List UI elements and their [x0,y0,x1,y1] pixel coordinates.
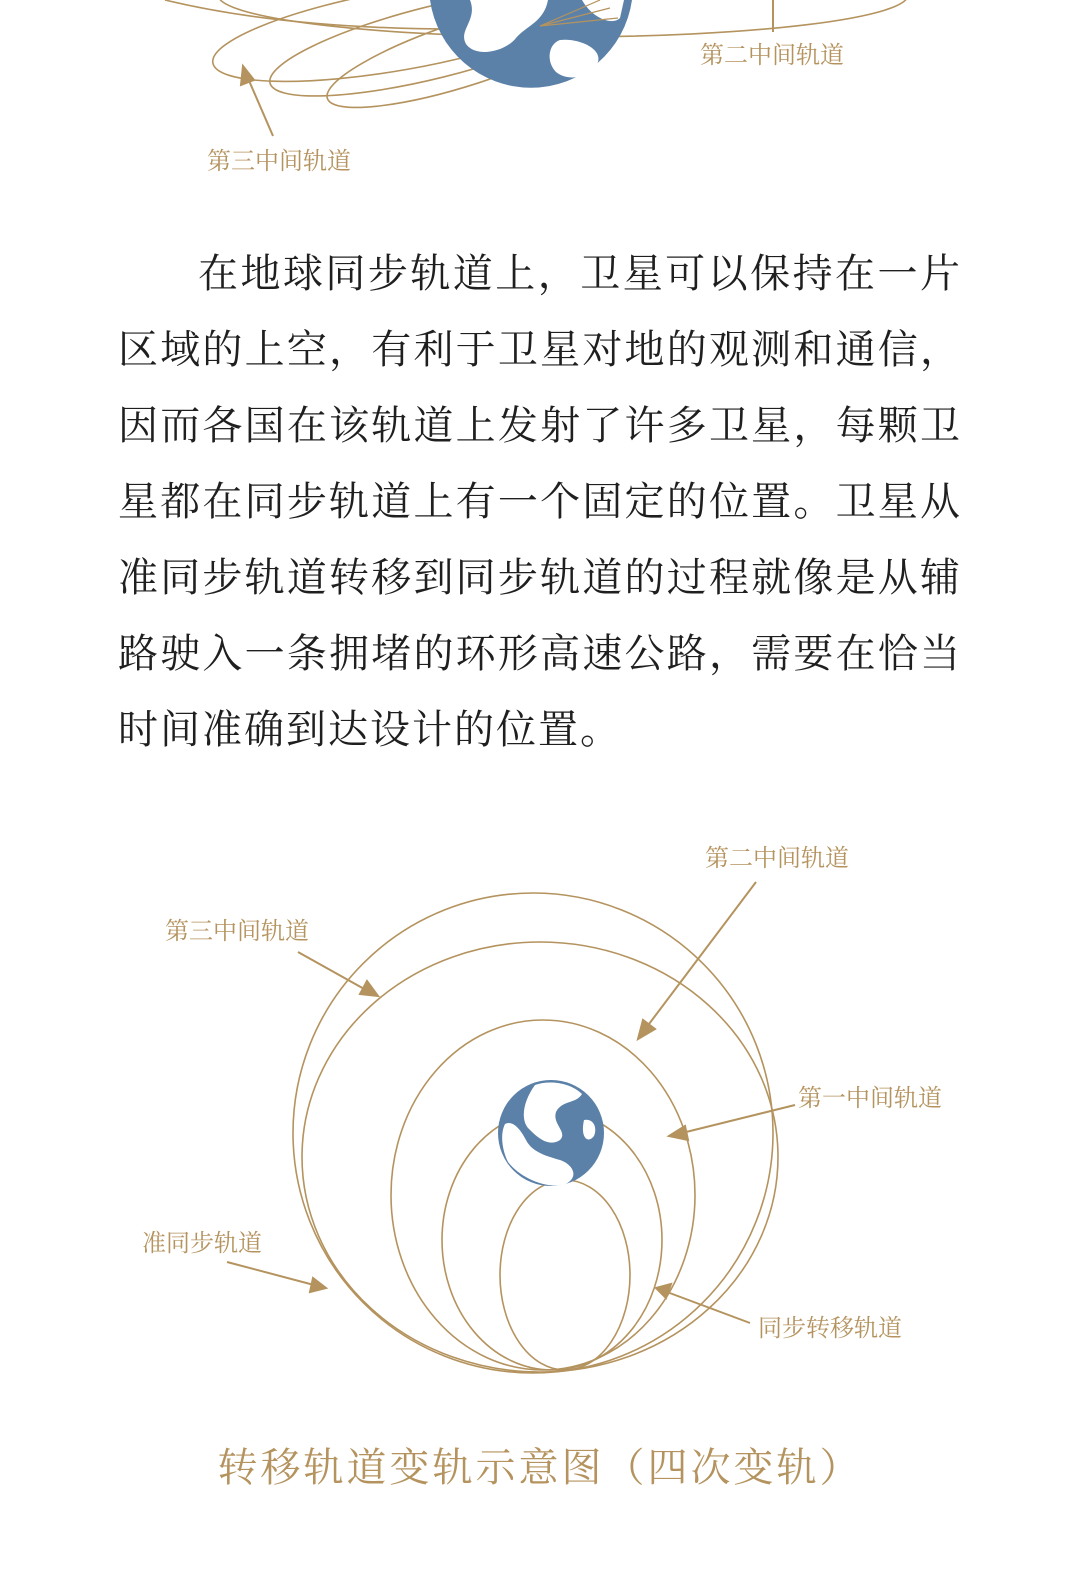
orbit-transfer-diagram [0,820,1080,1420]
label-sync-transfer-orbit: 同步转移轨道 [758,1314,902,1342]
arrowhead [360,981,378,996]
earth-globe [430,0,632,88]
earth-globe [498,1080,604,1186]
arrowhead [669,1126,688,1140]
label-pointer [682,1105,795,1133]
orbit-quasi-sync [391,1020,695,1370]
label-third-intermediate-orbit: 第三中间轨道 [165,917,309,945]
label-pointer [247,76,273,136]
arrowhead [638,1020,655,1039]
label-first-intermediate-orbit: 第一中间轨道 [798,1084,942,1112]
label-second-intermediate-orbit: 第二中间轨道 [705,844,849,872]
top-orbit-diagram [0,0,1080,200]
label-pointer [646,882,756,1028]
arrowhead [241,66,254,85]
figure-caption: 转移轨道变轨示意图（四次变轨） [217,1445,863,1491]
arrowhead [656,1284,671,1298]
label-quasi-sync-orbit: 准同步轨道 [142,1229,262,1257]
label-second-intermediate-orbit-top: 第二中间轨道 [700,41,844,69]
arrowhead [310,1278,326,1292]
body-paragraph: 在地球同步轨道上，卫星可以保持在一片区域的上空，有利于卫星对地的观测和通信，因而各国在该轨道上发射了许多卫星，每颗卫星都在同步轨道上有一个固定的位置。卫星从准同步轨道转移到同步轨道的过程就像是从辅路驶入一条拥堵的环形高速公路，需要在恰当时间准确到达设计的位置。 [118,251,962,753]
orbit-sync-transfer [500,1180,630,1370]
label-pointer [227,1262,314,1285]
label-third-intermediate-orbit-top: 第三中间轨道 [207,147,351,175]
